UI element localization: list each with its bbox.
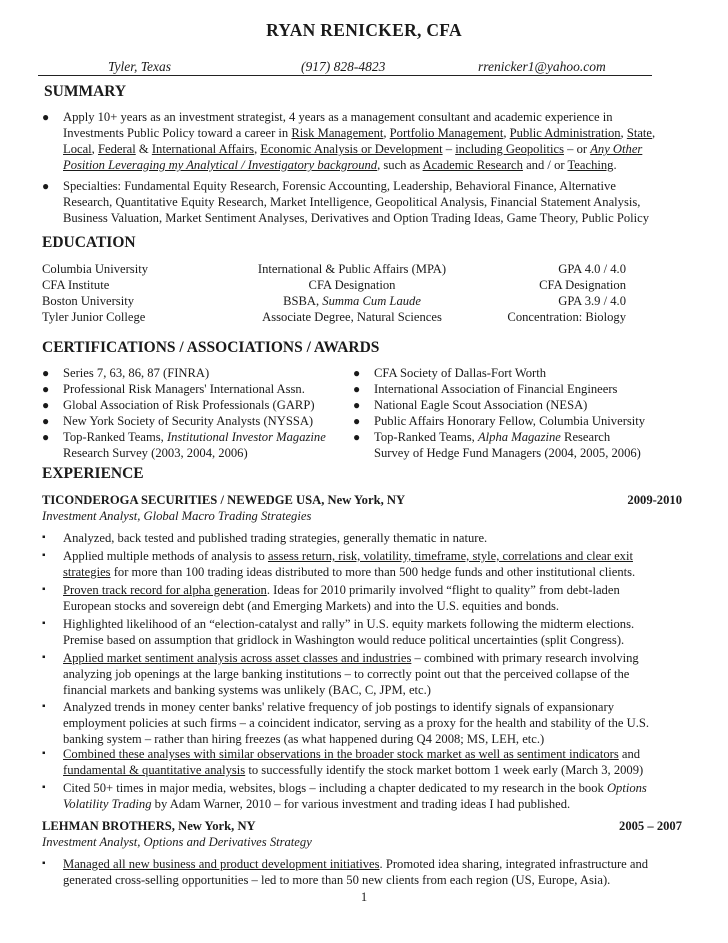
bullet-icon: ● [353, 430, 361, 444]
cert-left-4: New York Society of Security Analysts (NYSSA) [63, 414, 314, 428]
job1-bullet-5: Applied market sentiment analysis across asset classes and industries – combined with primary research involving analyzing job openings at the large banking institutions – to correctly point out that the perceived collapse of the financial markets and banking systems was unlikely (BAC, C, JPM, etc.) [63, 651, 639, 697]
bullet-icon: ● [353, 414, 361, 428]
job1-bullet-6: Analyzed trends in money center banks' relative frequency of job postings to identify signals of expansionary employment policies at such firms – a coincident indicator, serving as a proxy for the health and stability of the U.S. banking system – rather than hiring freezes (as what happened during Q4 2008; MS, LEH, etc.) [63, 700, 650, 746]
cert-left-5: Top-Ranked Teams, Institutional Investor Magazine Research Survey (2003, 2004, 2006) [63, 430, 326, 460]
bullet-icon: ● [42, 382, 50, 396]
bullet-icon: ● [42, 414, 50, 428]
bullet-icon: ▪ [42, 782, 46, 793]
summary-bullet-1: Apply 10+ years as an investment strategist, 4 years as a management consultant and academic experience in Investments Public Policy toward a career in Risk Management, Portfolio Management, Public Administration, State, Local, Federal & International Affairs, Economic Analysis or Development – including Geopolitics – or Any Other Position Leveraging my Analytical / Investigatory background, such as Academic Research and / or Teaching. [63, 110, 656, 172]
candidate-name: RYAN RENICKER, CFA [266, 20, 462, 40]
job-header: TICONDEROGA SECURITIES / NEWEDGE USA, New York, NY 2009-2010 [42, 493, 682, 507]
bullet-icon: ▪ [42, 550, 46, 561]
cert-right-3: National Eagle Scout Association (NESA) [374, 398, 588, 412]
job-role: Investment Analyst, Options and Derivatives Strategy [42, 835, 312, 849]
cert-left-2: Professional Risk Managers' International Assn. [63, 382, 305, 396]
bullet-icon: ▪ [42, 748, 46, 759]
bullet-icon: ▪ [42, 618, 46, 629]
certifications-heading: CERTIFICATIONS / ASSOCIATIONS / AWARDS [42, 339, 380, 356]
job-header: LEHMAN BROTHERS, New York, NY 2005 – 2007 [42, 819, 682, 833]
education-row: Boston University BSBA, Summa Cum Laude GPA 3.9 / 4.0 [42, 294, 626, 308]
job1-bullet-3: Proven track record for alpha generation. Ideas for 2010 primarily involved “flight to quality” from debt-laden European stocks and sovereign debt (and Emerging Markets) and into the U.S. equities and bonds. [63, 583, 620, 613]
summary-heading: SUMMARY [44, 83, 127, 100]
phone: (917) 828-4823 [301, 59, 386, 74]
job-role: Investment Analyst, Global Macro Trading Strategies [42, 509, 312, 523]
education-row: Columbia University International & Public Affairs (MPA) GPA 4.0 / 4.0 [42, 262, 626, 276]
contact-line [38, 57, 652, 76]
location: Tyler, Texas [108, 59, 172, 74]
bullet-icon: ● [42, 366, 50, 380]
cert-right-1: CFA Society of Dallas-Fort Worth [374, 366, 547, 380]
bullet-icon: ▪ [42, 652, 46, 663]
cert-right-4: Public Affairs Honorary Fellow, Columbia University [374, 414, 646, 428]
bullet-icon: ● [42, 398, 50, 412]
education-heading: EDUCATION [42, 234, 136, 251]
bullet-icon: ▪ [42, 701, 46, 712]
bullet-icon: ● [353, 366, 361, 380]
bullet-icon: ● [42, 179, 50, 193]
bullet-icon: ▪ [42, 584, 46, 595]
bullet-icon: ● [353, 398, 361, 412]
job1-bullet-2: Applied multiple methods of analysis to assess return, risk, volatility, timeframe, style, correlations and clear exit strategies for more than 100 trading ideas distributed to more than 500 hedge funds and other institutional clients. [63, 549, 636, 579]
email[interactable]: rrenicker1@yahoo.com [478, 59, 606, 74]
job1-bullet-1: Analyzed, back tested and published trading strategies, generally thematic in nature. [63, 531, 488, 545]
bullet-icon: ▪ [42, 858, 46, 869]
experience-heading: EXPERIENCE [42, 465, 144, 482]
cert-left-3: Global Association of Risk Professionals (GARP) [63, 398, 315, 412]
cert-right-2: International Association of Financial Engineers [374, 382, 618, 396]
summary-bullet-2: Specialties: Fundamental Equity Research, Forensic Accounting, Leadership, Behavioral Finance, Alternative Research, Quantitative Equity Research, Market Intelligence, Geopolitical Analysis, Financial Statement Analysis, Business Valuation, Market Sentiment Analyses, Derivatives and Option Trading Ideas, Game Theory, Public Policy [63, 179, 650, 225]
bullet-icon: ● [42, 430, 50, 444]
job1-bullet-4: Highlighted likelihood of an “election-catalyst and rally” in U.S. equity markets following the midterm elections. Premise based on assumption that gridlock in Washington would reduce political uncertainties (split Congress). [63, 617, 635, 647]
cert-left-1: Series 7, 63, 86, 87 (FINRA) [63, 366, 210, 380]
cert-right-5: Top-Ranked Teams, Alpha Magazine Research Survey of Hedge Fund Managers (2004, 2005, 2006) [374, 430, 641, 460]
bullet-icon: ● [42, 110, 50, 124]
page-number: 1 [360, 890, 368, 904]
job2-bullet-1: Managed all new business and product development initiatives. Promoted idea sharing, integrated infrastructure and generated cross-selling opportunities – led to more than 50 new clients from each region (US, Europe, Asia). [63, 857, 649, 887]
bullet-icon: ▪ [42, 532, 46, 543]
education-row: CFA Institute CFA Designation CFA Designation [42, 278, 626, 292]
job1-bullet-8: Cited 50+ times in major media, websites, blogs – including a chapter dedicated to my research in the book Options Volatility Trading by Adam Warner, 2010 – for various investment and trading ideas I had published. [63, 781, 647, 811]
education-row: Tyler Junior College Associate Degree, Natural Sciences Concentration: Biology [42, 310, 626, 324]
bullet-icon: ● [353, 382, 361, 396]
job1-bullet-7: Combined these analyses with similar observations in the broader stock market as well as sentiment indicators and fundamental & quantitative analysis to successfully identify the stock market bottom 1 week early (March 3, 2009) [63, 747, 644, 777]
